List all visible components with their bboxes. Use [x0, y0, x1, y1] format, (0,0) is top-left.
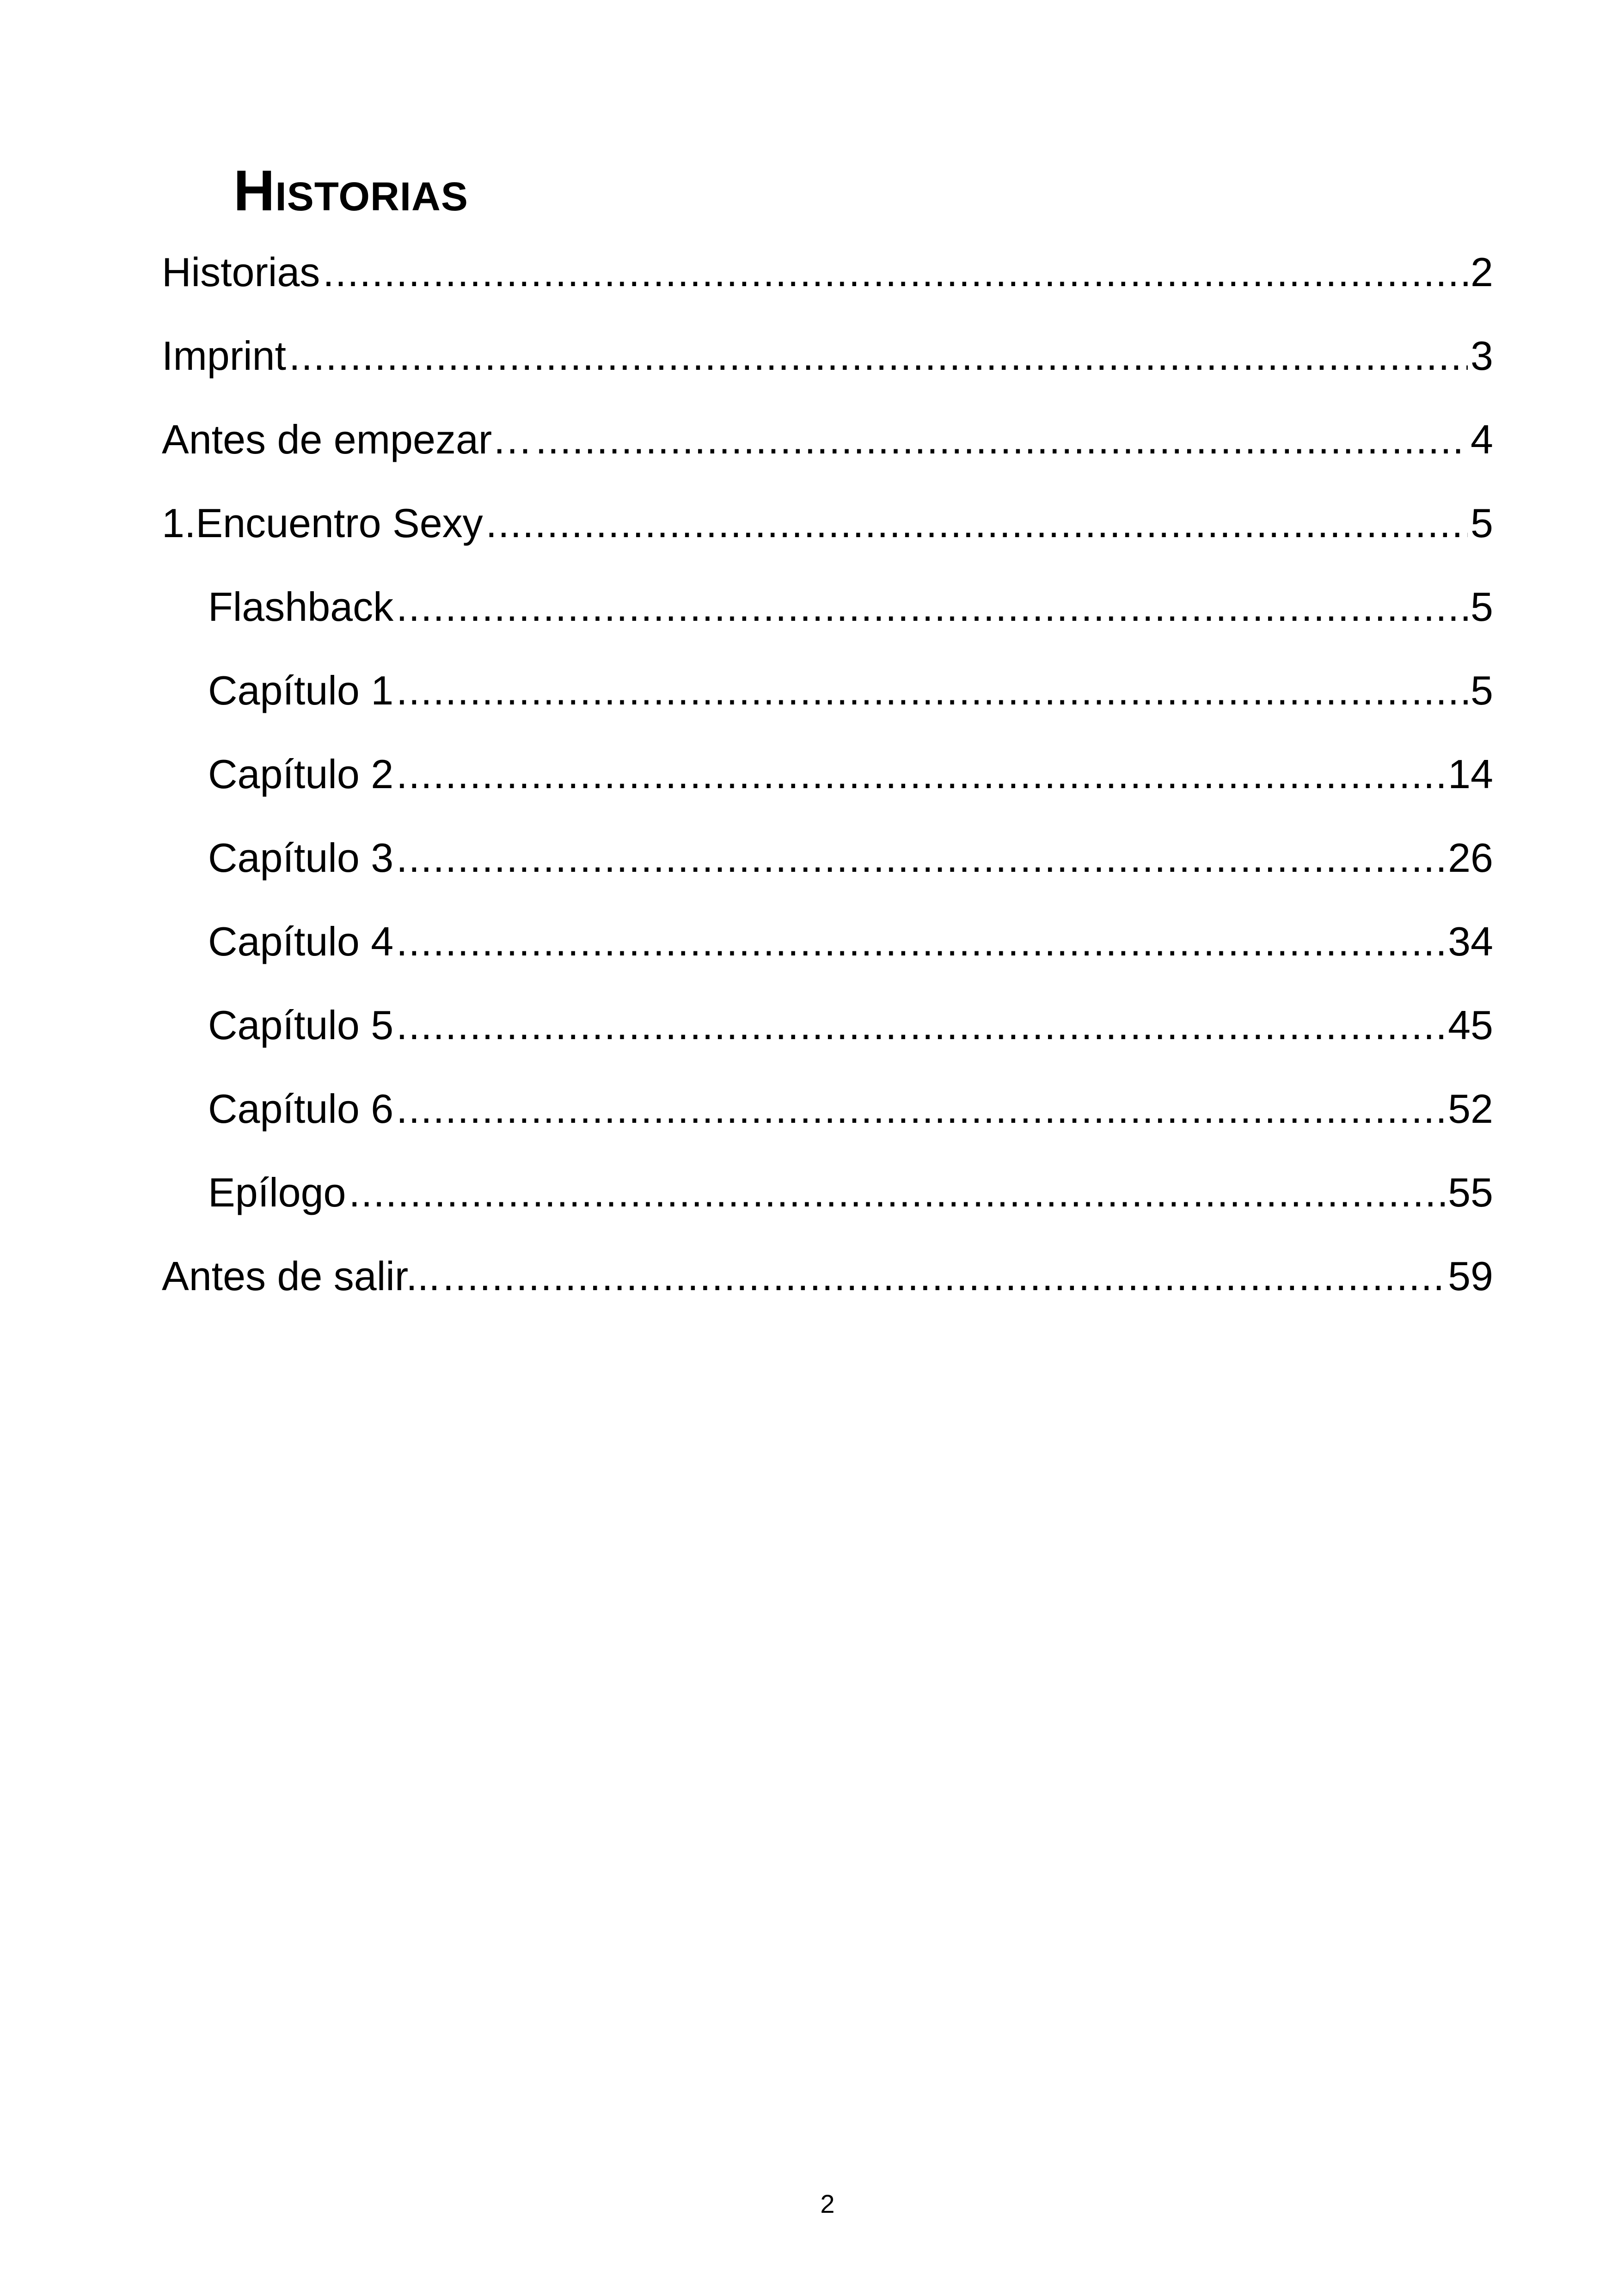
toc-leader-dots — [396, 1089, 1445, 1129]
toc-entry-page: 45 — [1448, 1002, 1493, 1048]
toc-entry-page: 3 — [1471, 333, 1493, 379]
toc-entry-label: Capítulo 2 — [208, 751, 394, 797]
toc-entry-label: Antes de empezar… — [162, 416, 533, 462]
toc-entry-flashback[interactable] — [162, 584, 1493, 670]
toc-entry-label: Capítulo 1 — [208, 667, 394, 713]
toc-entry-number: 1. — [162, 500, 196, 546]
page-title: Historias — [233, 159, 468, 223]
toc-entry-capitulo-4[interactable] — [162, 918, 1493, 1005]
toc-entry-capitulo-3[interactable] — [162, 835, 1493, 921]
toc-entry-page: 34 — [1448, 918, 1493, 964]
toc-entry-capitulo-6[interactable] — [162, 1086, 1493, 1172]
toc-entry-capitulo-2[interactable] — [162, 751, 1493, 838]
toc-entry-capitulo-5[interactable] — [162, 1002, 1493, 1089]
toc-leader-dots — [396, 670, 1468, 711]
toc-entry-capitulo-1[interactable] — [162, 667, 1493, 754]
toc-entry-antes-de-empezar[interactable] — [162, 416, 1493, 503]
toc-leader-dots — [396, 1005, 1445, 1046]
toc-leader-dots — [535, 419, 1468, 460]
toc-entry-label: Capítulo 5 — [208, 1002, 394, 1048]
toc-entry-imprint[interactable] — [162, 333, 1493, 419]
toc-entry-page: 14 — [1448, 751, 1493, 797]
toc-leader-dots — [349, 1172, 1445, 1213]
toc-entry-label: Flashback — [208, 584, 394, 630]
toc-entry-page: 55 — [1448, 1169, 1493, 1215]
toc-entry-page: 59 — [1448, 1253, 1493, 1299]
toc-entry-label: Antes de salir... — [162, 1253, 440, 1299]
toc-entry-label: Capítulo 4 — [208, 918, 394, 964]
toc-leader-dots — [396, 754, 1445, 795]
toc-entry-page: 2 — [1471, 249, 1493, 295]
toc-entry-label: Imprint — [162, 333, 286, 379]
toc-entry-label: Epílogo — [208, 1169, 346, 1215]
toc-leader-dots — [323, 252, 1468, 293]
toc-entry-antes-de-salir[interactable] — [162, 1253, 1493, 1340]
toc-entry-page: 52 — [1448, 1086, 1493, 1132]
table-of-contents — [162, 249, 1493, 1340]
toc-entry-label: Encuentro Sexy — [196, 500, 483, 546]
toc-leader-dots — [443, 1256, 1445, 1297]
toc-entry-label: Capítulo 3 — [208, 835, 394, 881]
toc-leader-dots — [289, 336, 1468, 376]
toc-entry-page: 4 — [1471, 416, 1493, 462]
toc-entry-label: Historias — [162, 249, 320, 295]
toc-entry-page: 26 — [1448, 835, 1493, 881]
toc-entry-encuentro-sexy[interactable] — [162, 500, 1493, 587]
toc-entry-label: Capítulo 6 — [208, 1086, 394, 1132]
toc-entry-historias[interactable] — [162, 249, 1493, 336]
toc-entry-page: 5 — [1471, 500, 1493, 546]
toc-leader-dots — [396, 587, 1468, 627]
toc-leader-dots — [486, 503, 1468, 544]
toc-entry-epilogo[interactable] — [162, 1169, 1493, 1256]
toc-entry-page: 5 — [1471, 667, 1493, 713]
page-number: 2 — [820, 2189, 835, 2218]
toc-entry-page: 5 — [1471, 584, 1493, 630]
toc-leader-dots — [396, 838, 1445, 878]
toc-leader-dots — [396, 921, 1445, 962]
